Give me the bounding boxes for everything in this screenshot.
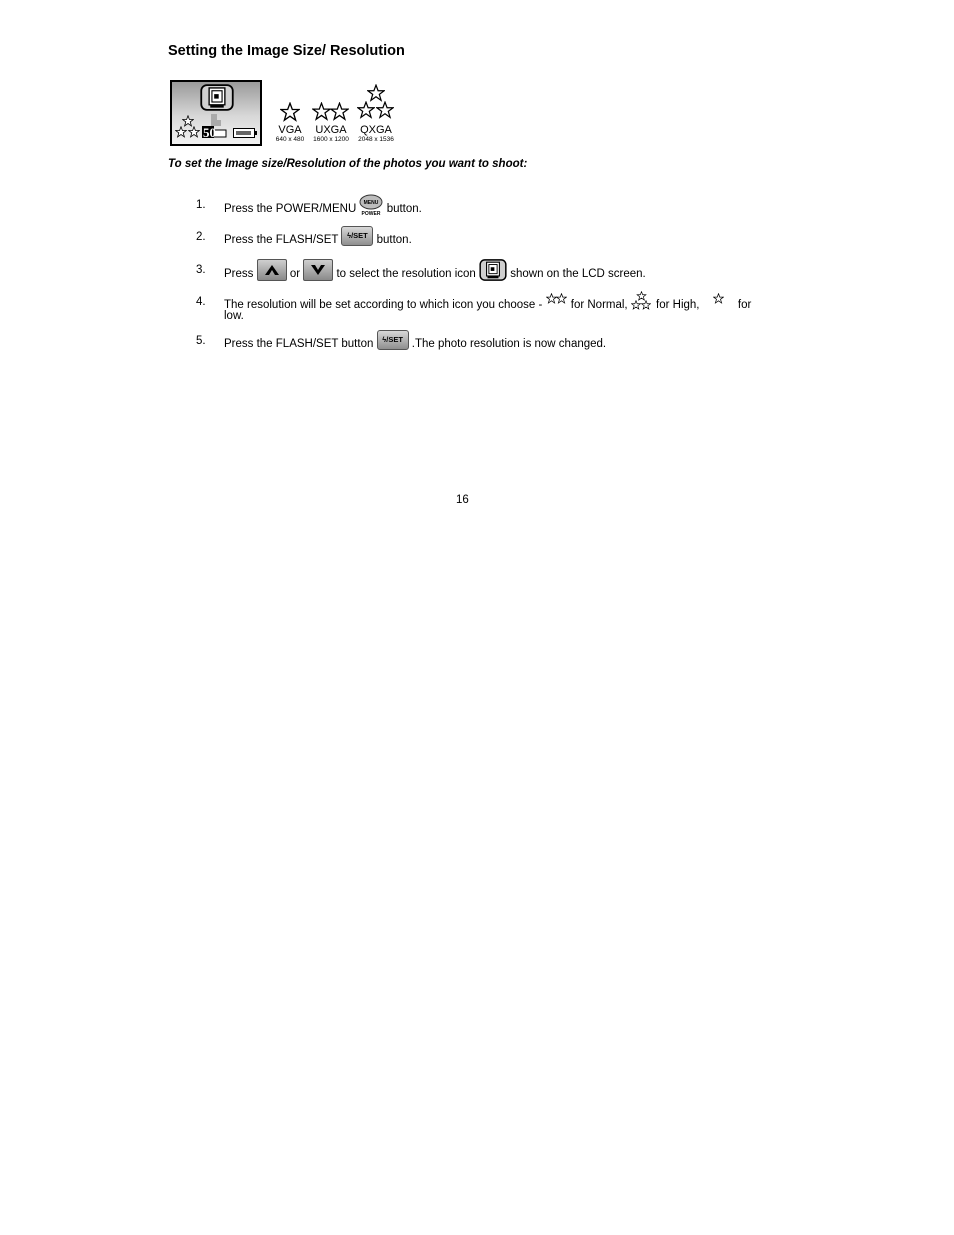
- step-number: 2.: [196, 231, 206, 243]
- lcd-screen-illustration: [170, 80, 262, 146]
- battery-icon: [233, 128, 257, 138]
- two-star-icon: [546, 293, 568, 305]
- page-number: 16: [456, 494, 469, 506]
- menu-power-button-icon: [359, 194, 383, 216]
- res-option-qxga: [356, 80, 396, 144]
- step-text-part: Press the POWER/MENU: [224, 203, 357, 216]
- shot-counter: 50: [203, 125, 216, 138]
- two-star-icon: [312, 102, 350, 122]
- step-text-part: for: [737, 299, 752, 312]
- resolution-icon: [479, 259, 507, 281]
- res-dims: 1600 x 1200: [313, 136, 349, 143]
- res-option-vga: [273, 80, 307, 144]
- resolution-figure: [170, 80, 410, 146]
- instruction-intro: To set the Image size/Resolution of the photos you want to shoot:: [168, 158, 528, 170]
- menu-label: MENU: [364, 200, 379, 206]
- step-text-part: Press the FLASH/SET button: [224, 338, 374, 351]
- res-dims: 640 x 480: [275, 136, 305, 143]
- step-text-part: for High,: [656, 299, 700, 312]
- res-name: VGA: [278, 124, 302, 136]
- set-label: /SET: [351, 231, 368, 240]
- step-text: [224, 198, 784, 220]
- up-button-icon: [257, 259, 287, 281]
- step-text-part: shown on the LCD screen.: [510, 268, 646, 281]
- step-text-part: .The photo resolution is now changed.: [411, 338, 607, 351]
- step-text-part: Press: [224, 268, 254, 281]
- step-text-part: to select the resolution icon: [336, 268, 476, 281]
- three-star-icon: [357, 84, 395, 122]
- step-text-part: for Normal,: [570, 299, 628, 312]
- resolution-icon: [200, 84, 234, 111]
- one-star-icon: [280, 102, 300, 122]
- step-number: 4.: [196, 296, 206, 308]
- flash-set-button-icon: [377, 330, 409, 350]
- power-label: POWER: [362, 211, 381, 216]
- high-quality-stars-icon: [175, 115, 201, 139]
- step-text: [224, 263, 784, 285]
- res-dims: 2048 x 1536: [358, 136, 394, 143]
- res-name: QXGA: [360, 124, 392, 136]
- step-text-part: button.: [386, 203, 422, 216]
- step-number: 3.: [196, 264, 206, 276]
- shot-counter-icon: [202, 114, 232, 138]
- flash-glyph: ϟ: [347, 231, 352, 240]
- step-text: [224, 334, 784, 354]
- step-number: 1.: [196, 199, 206, 211]
- one-star-icon: [713, 293, 725, 305]
- res-name: UXGA: [315, 124, 347, 136]
- set-label: /SET: [386, 335, 403, 344]
- flash-set-button-icon: [341, 226, 373, 246]
- step-text-part: The resolution will be set according to which icon you choose -: [224, 299, 543, 312]
- step-text-part: or: [289, 268, 301, 281]
- step-text: [224, 230, 784, 250]
- step-number: 5.: [196, 335, 206, 347]
- res-option-uxga: [310, 80, 352, 144]
- step-text-part: Press the FLASH/SET: [224, 234, 339, 247]
- step-text-part: button.: [376, 234, 412, 247]
- down-button-icon: [303, 259, 333, 281]
- three-star-icon: [631, 291, 653, 311]
- flash-glyph: ϟ: [382, 335, 387, 344]
- page-heading: Setting the Image Size/ Resolution: [168, 43, 405, 59]
- step-text-continued: low.: [224, 310, 244, 322]
